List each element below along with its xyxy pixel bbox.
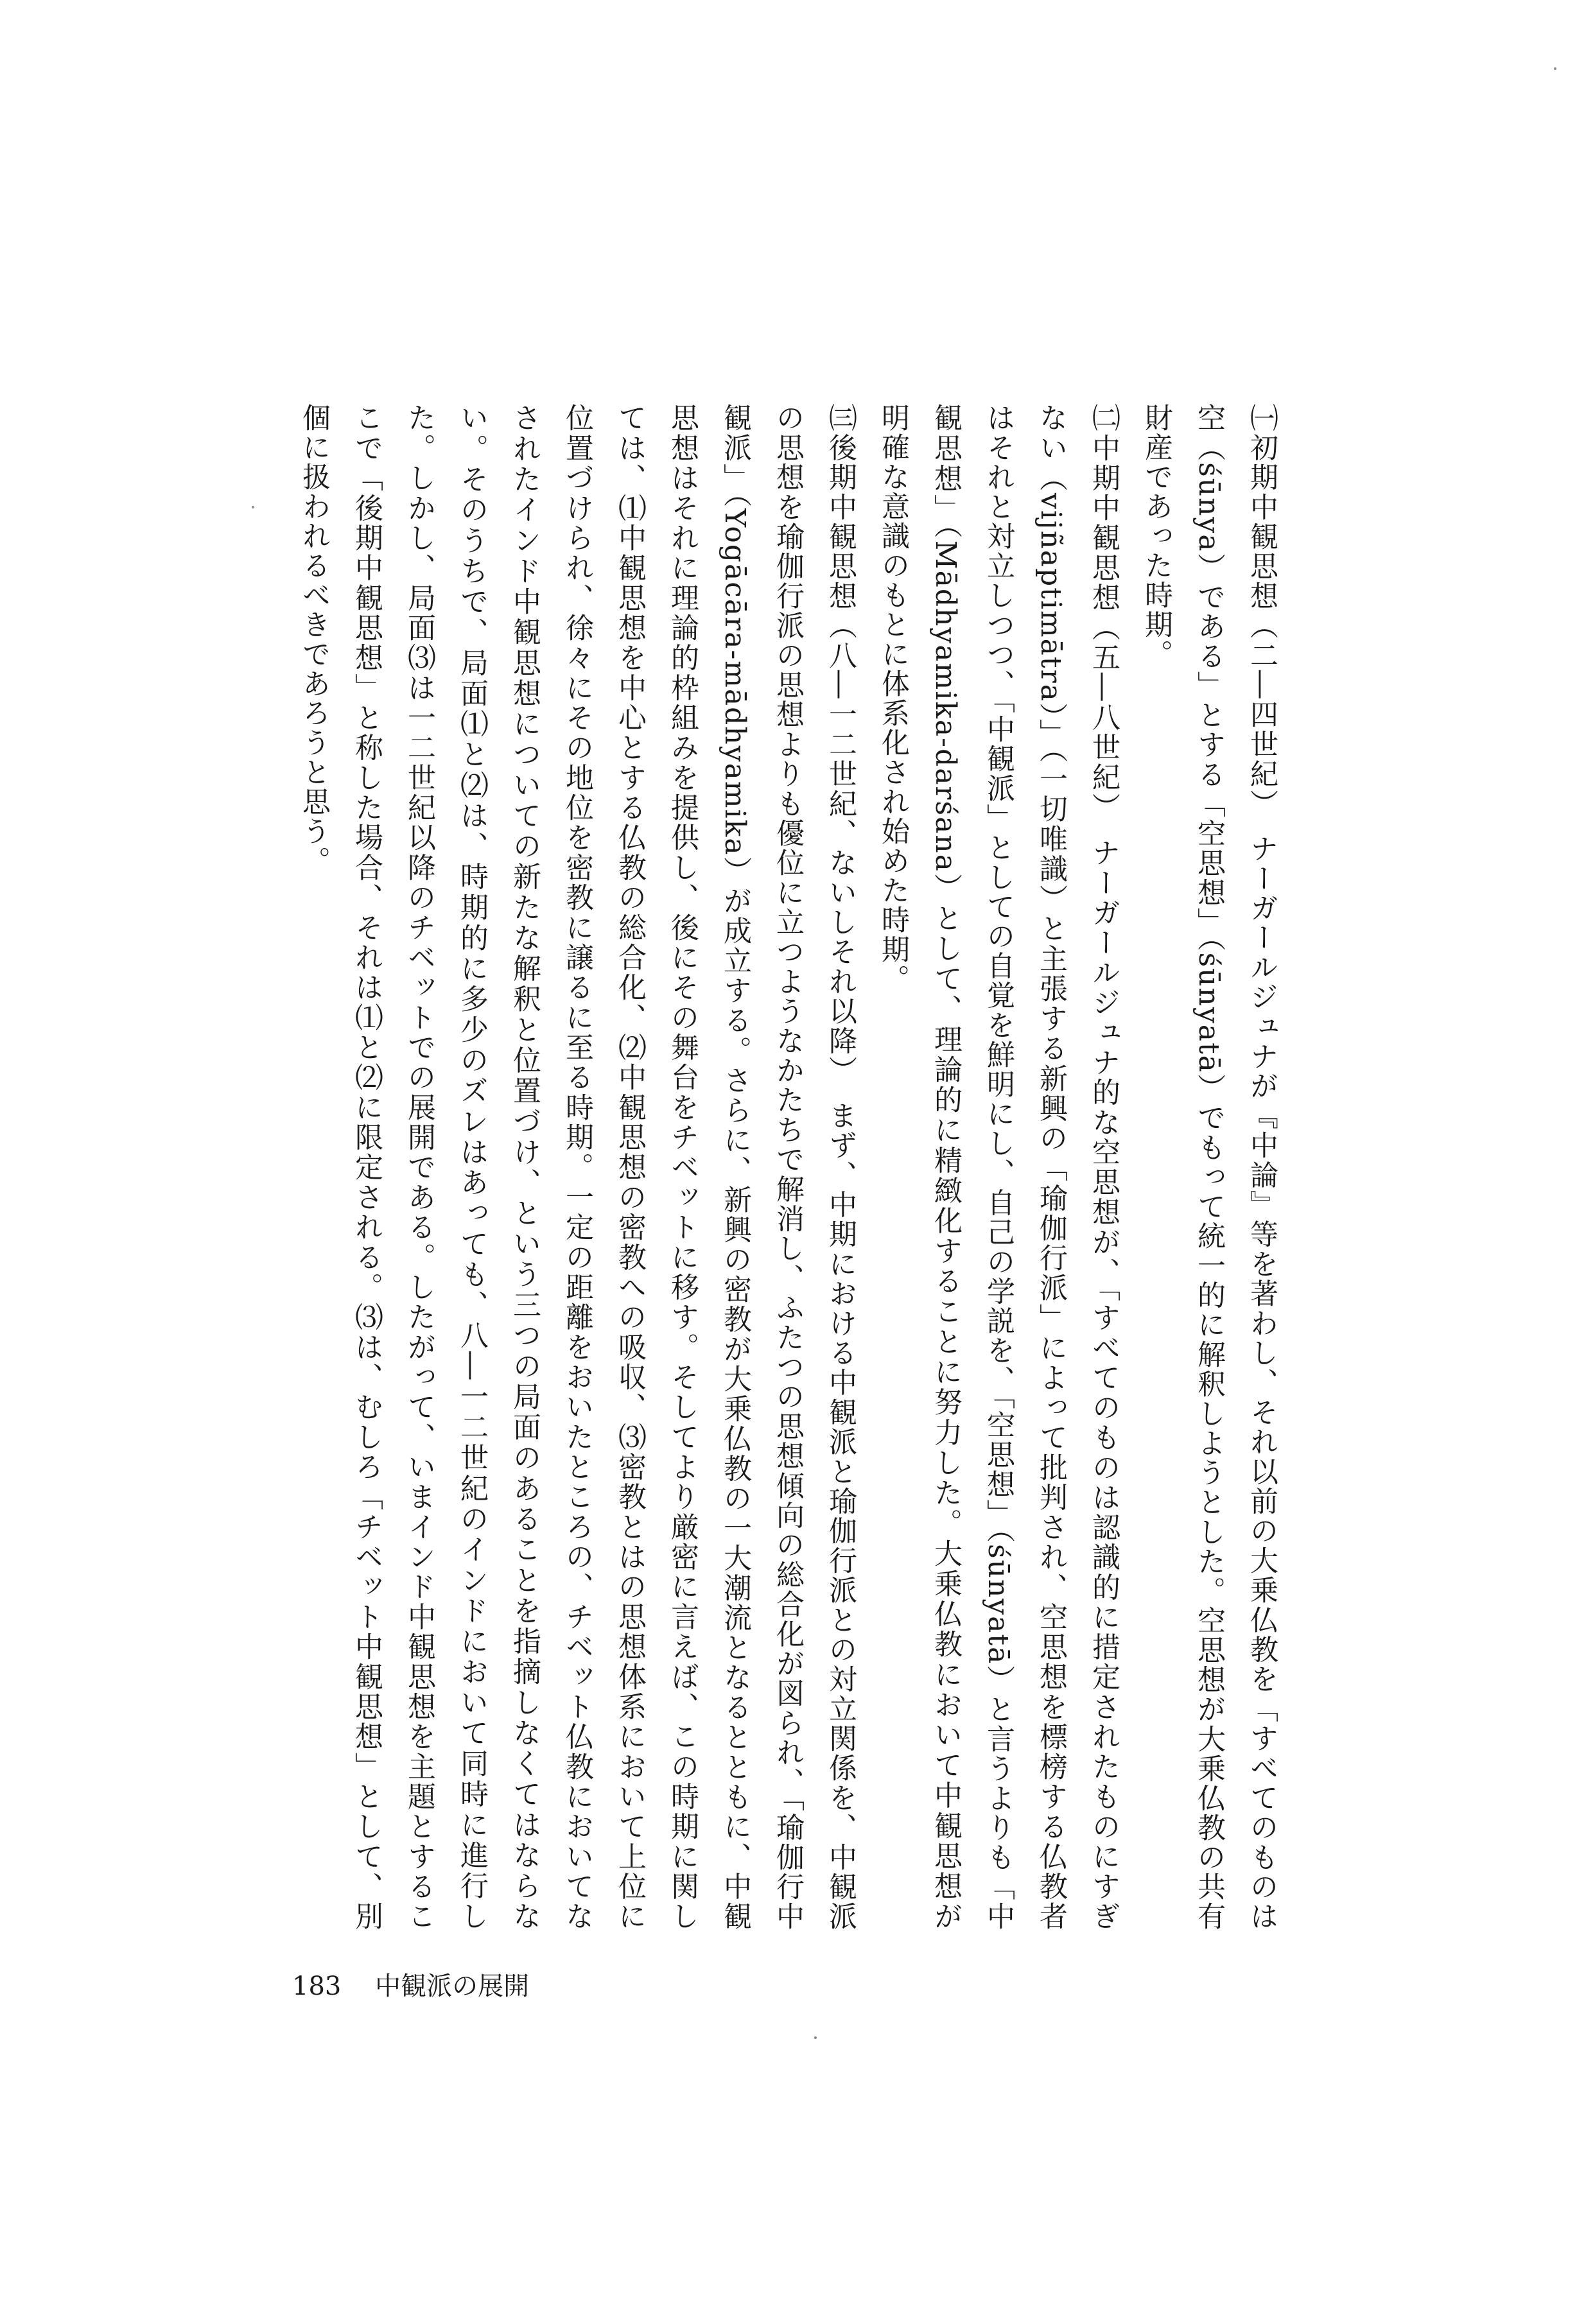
scan-speck [814, 2036, 817, 2039]
page-footer [292, 1966, 529, 2002]
paragraph-middle-madhyamaka: ㈡中期中観思想（五―八世紀） ナーガールジュナ的な空思想が、「すべてのものは認識的に措定されたものにすぎない（vijñaptimātra）」（一切唯識）と主張する新興の「瑜伽行派」によって批判され、空思想を標榜する仏教者はそれと対立しつつ、「中観派」としての自覚を鮮明にし、自己の学説を、「空思想」（śūnyatā）と言うよりも「中観思想」（Mādhyamika-darśana）として、理論的に精緻化することに努力した。大乗仏教において中観思想が明確な意識のもとに体系化され始めた時期。 [876, 403, 1120, 1931]
scan-speck [1554, 67, 1556, 70]
running-chapter-title: 中観派の展開 [375, 1972, 530, 2001]
paragraph-late-madhyamaka: ㈢後期中観思想（八―一二世紀、ないしそれ以降） まず、中期における中観派と瑜伽行派との対立関係を、中観派の思想を瑜伽行派の思想よりも優位に立つようなかたちで解消し、ふたつの思想傾向の総合化が図られ、「瑜伽行中観派」（Yogācāra-mādhyamika）が成立する。さらに、新興の密教が大乗仏教の一大潮流となるとともに、中観思想はそれに理論的枠組みを提供し、後にその舞台をチベットに移す。そしてより厳密に言えば、この時期に関しては、⑴中観思想を中心とする仏教の総合化、⑵中観思想の密教への吸収、⑶密教とはの思想体系において上位に位置づけられ、徐々にその地位を密教に譲るに至る時期。一定の距離をおいたところの、チベット仏教においてなされたインド中観思想についての新たな解釈と位置づけ、という三つの局面のあることを指摘しなくてはならない。そのうちで、局面⑴と⑵は、時期的に多少のズレはあっても、八―一二世紀のインドにおいて同時に進行した。しかし、局面⑶は一二世紀以降のチベットでの展開である。したがって、いまインド中観思想を主題とするここで「後期中観思想」と称した場合、それは⑴と⑵に限定される。⑶は、むしろ「チベット中観思想」として、別個に扱われるべきであろうと思う。 [297, 403, 857, 1931]
vertical-text-body [260, 403, 1287, 1931]
scan-speck [252, 506, 254, 508]
page-number: 183 [292, 1972, 342, 2001]
paragraph-early-madhyamaka: ㈠初期中観思想（二―四世紀） ナーガールジュナが『中論』等を著わし、それ以前の大乗仏教を「すべてのものは空（śūnya）である」とする「空思想」（śūnyatā）でもって統一的に解釈しようとした。空思想が大乗仏教の共有財産であった時期。 [1140, 403, 1278, 1931]
